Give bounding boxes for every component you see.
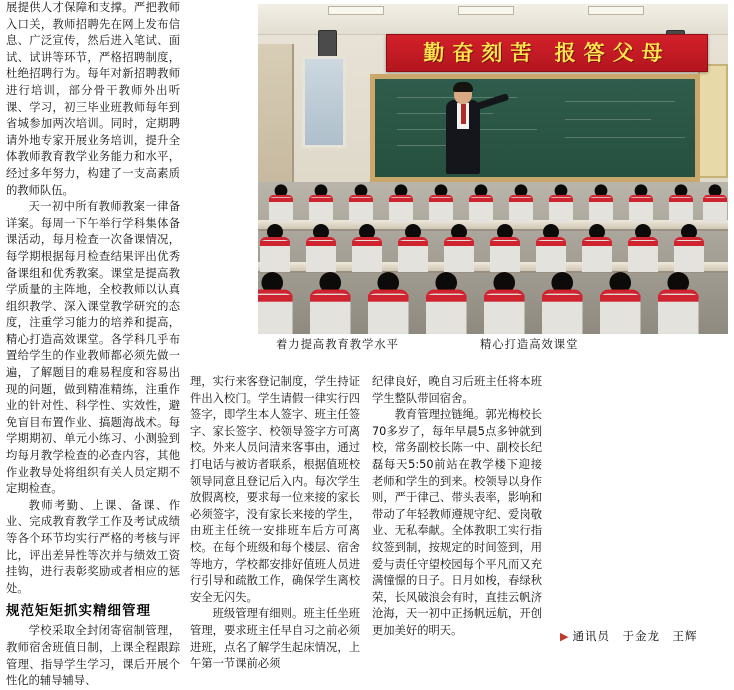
blackboard [370,74,700,182]
ceiling-lamp-icon [588,6,644,15]
caption-left: 着力提高教育教学水平 [276,338,399,351]
paragraph-6: 班级管理有细则。班主任坐班管理，要求班主任早自习之前必须进班，点名了解学生起床情况，上午第一节课前必须 [190,607,360,671]
paragraph-3: 教师考勤、上课、备课、作业、完成教育教学工作及考试成绩等各个环节均实行严格的考核与评比，评出差异性等次并与绩效工资挂钩，进行表彰奖励或者相应的惩处。 [6,498,180,595]
subheading-1: 规范矩矩抓实精细管理 [6,603,151,620]
photo-canvas [258,4,728,334]
teacher-hair [453,82,473,92]
paragraph-4: 学校采取全封闭寄宿制管理，教师宿舍班值日制，上课全程跟踪管理、指导学生学习，课后开展个性化的辅导辅导、 [6,624,180,688]
paragraph-2: 天一初中所有教师教案一律备详案。每周一下午举行学科集体备课活动，每月检查一次备课情况，每学期根据每月检查结果评出优秀备课组和优秀教案。课堂是提高教学质量的主阵地，全校教师以认真组织教学、深入课堂教学研究的态度，注重学习能力的培养和提高，精心打造高效课堂。各学科几乎布置给学生的作业教师都必须先做一遍，了解题目的难易程度和容易出现的问题，做到精准精练，注重作业的针对性、科学性、实效性，避免盲目布置作业、搞题海战术。每学期期初、单元小练习、小测验到均每月教学检查的必查内容，其他作业教导处将组织有关人员定期不定期检查。 [6,200,180,496]
wall-banner: 勤奋刻苦 报答父母 [386,34,708,72]
paragraph-5: 理，实行来客登记制度，学生持证件出入校门。学生请假一律实行四签字，即学生本人签字、班主任签字、家长签字、校领导签字方可离校。外来人员问清来客事由，通过打电话与被访者联系，根据值班校领导同意且登记后入内。每次学生放假离校，要求每一位来接的家长必须签字，没有家长来接的学生，由班主任统一安排班车后方可离校。在每个班级和每个楼层、宿舍等地方，学校都安排好值班人员进行引导和疏散工作，确保学生离校安全无闪失。 [190,375,360,604]
article-column-3 [372,374,542,652]
paragraph-8: 教育管理拉链绳。郭光梅校长70多岁了，每年早晨5点多钟就到校，常务副校长陈一中、副校长纪磊每天5:50前站在教学楼下迎接老师和学生的到来。校领导以身作则，严于律己、带头表率，影响和带动了年轻教师遵规守纪、爱岗敬业、无私奉献。全体教职工实行指纹签到制，按规定的时间签到，用爱与责任守望校园每个平凡而又充满憧憬的日子。日月如梭，春绿秋荣，长风破浪会有时，直挂云帆济沧海，天一初中正扬帆远航，开创更加美好的明天。 [372,408,542,637]
paragraph-1: 展提供人才保障和支撑。严把教师入口关，教师招聘先在网上发布信息、广泛宣传，然后进入笔试、面试、试讲等环节，严格招聘制度，杜绝招聘行为。每年对新招聘教师进行培训，部分骨干教师外出听课、学习，初三毕业班教师每年到省城参加两次培训。同时，定期聘请外地专家开展业务培训，提升全体教师教育教学业务能力和水平，经过多年努力，构建了一支高素质的教师队伍。 [6,1,180,197]
speaker-icon [318,30,337,58]
caption-right: 精心打造高效课堂 [480,338,579,351]
byline-text: 通讯员 于金龙 王辉 [572,629,698,643]
byline [560,628,728,644]
classroom-door [258,44,294,184]
classroom-photo [258,4,728,334]
student-rows [258,180,728,334]
sidewall-board [698,64,728,178]
article-column-1 [6,0,180,688]
teacher-tie [461,104,466,124]
ceiling-lamp-icon [458,6,514,15]
triangle-marker-icon: ▶ [560,630,570,643]
paragraph-7: 纪律良好，晚自习后班主任将本班学生整队带回宿舍。 [372,375,542,405]
article-column-2 [190,374,360,671]
ceiling-lamp-icon [328,6,384,15]
classroom-window [302,56,346,148]
